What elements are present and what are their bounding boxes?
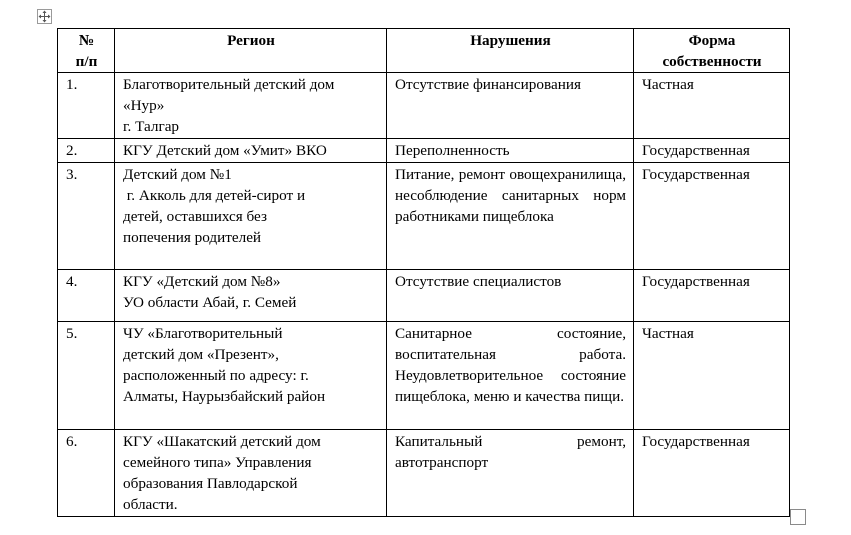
region-line: КГУ «Детский дом №8» [123,273,281,290]
cell-ownership[interactable]: Государственная [634,430,790,517]
header-violations-label: Нарушения [470,32,551,49]
cell-ownership[interactable]: Частная [634,322,790,430]
header-region[interactable] [115,29,387,73]
region-line: Детский дом №1 [123,166,232,183]
region-line: г. Акколь для детей-сирот и [123,187,306,204]
header-ownership[interactable] [634,29,790,73]
table-row [58,73,790,139]
region-line: УО области Абай, г. Семей [123,294,297,311]
region-line: детский дом «Презент», [123,346,279,363]
cell-region[interactable] [115,139,387,163]
table-row [58,322,790,430]
orphanage-violations-table [57,28,790,517]
cell-ownership[interactable]: Частная [634,73,790,139]
header-number-line1: № [78,32,95,49]
cell-violations[interactable]: Переполненность [387,139,634,163]
header-ownership-line2: собственности [662,53,762,70]
cell-number[interactable]: 6. [58,430,115,517]
cell-region[interactable] [115,270,387,322]
region-line: ЧУ «Благотворительный [123,325,283,342]
region-line: «Нур» [123,97,165,114]
region-line: Алматы, Наурызбайский район [123,388,326,405]
header-number-line2: п/п [75,53,98,70]
cell-violations[interactable]: Капитальный ремонт, автотранспорт [387,430,634,517]
cell-ownership[interactable]: Государственная [634,270,790,322]
table-move-handle-icon[interactable] [37,9,52,24]
cell-ownership[interactable]: Государственная [634,139,790,163]
header-violations[interactable] [387,29,634,73]
cell-region[interactable] [115,163,387,270]
region-line: КГУ Детский дом «Умит» ВКО [123,142,327,159]
cell-region[interactable] [115,73,387,139]
region-line: расположенный по адресу: г. [123,367,309,384]
header-region-label: Регион [227,32,275,49]
cell-violations[interactable]: Отсутствие финансирования [387,73,634,139]
region-line: Благотворительный детский дом [123,76,335,93]
cell-number[interactable]: 5. [58,322,115,430]
cell-region[interactable] [115,430,387,517]
cell-number[interactable]: 1. [58,73,115,139]
cell-ownership[interactable]: Государственная [634,163,790,270]
table-row [58,270,790,322]
cell-number[interactable]: 3. [58,163,115,270]
table-row [58,163,790,270]
cell-number[interactable]: 2. [58,139,115,163]
region-line: попечения родителей [123,229,262,246]
table-row [58,139,790,163]
cell-violations[interactable]: Санитарное состояние, воспитательная работа. Неудовлетворительное состояние пищеблока, меню и качества пищи. [387,322,634,430]
cell-violations[interactable]: Питание, ремонт овощехранилища, несоблюдение санитарных норм работниками пищеблока [387,163,634,270]
header-ownership-line1: Форма [688,32,736,49]
region-line: КГУ «Шакатский детский дом [123,433,321,450]
header-number[interactable] [58,29,115,73]
cell-violations[interactable]: Отсутствие специалистов [387,270,634,322]
table-row [58,430,790,517]
table-resize-handle-icon[interactable] [790,509,806,525]
table-header-row [58,29,790,73]
region-line: семейного типа» Управления [123,454,312,471]
cell-number[interactable]: 4. [58,270,115,322]
region-line: образования Павлодарской [123,475,298,492]
region-line: области. [123,496,178,513]
cell-region[interactable] [115,322,387,430]
region-line: г. Талгар [123,118,180,135]
region-line: детей, оставшихся без [123,208,267,225]
